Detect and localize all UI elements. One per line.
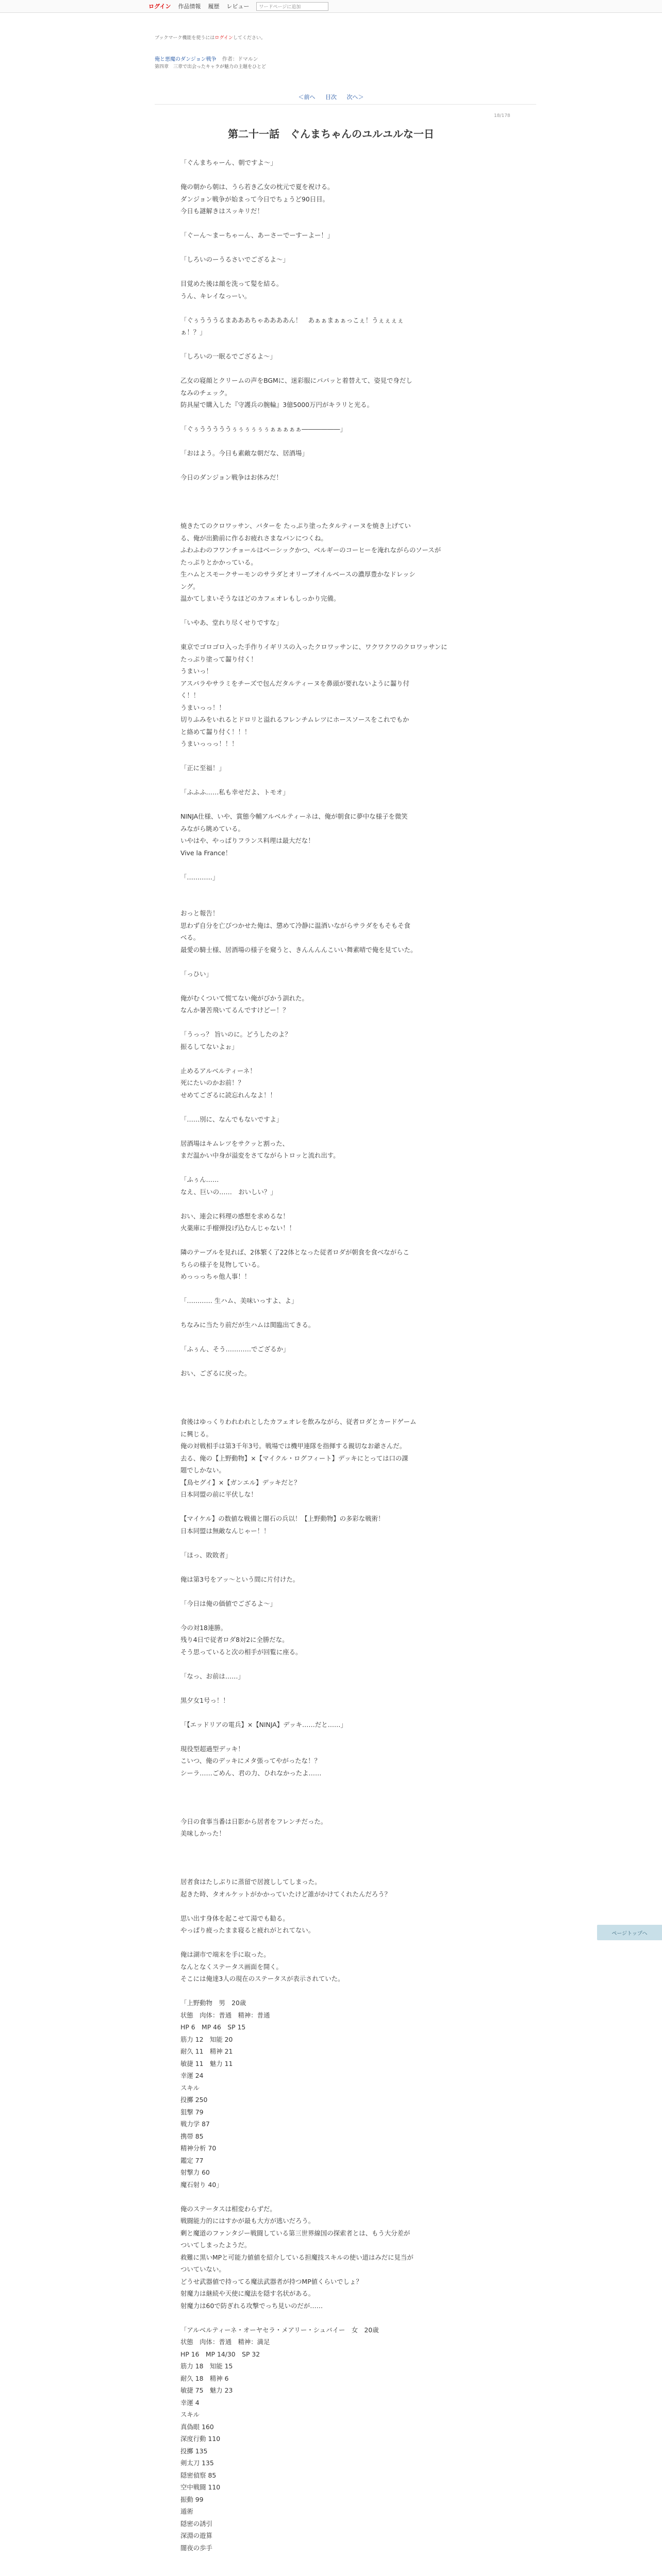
body-line: 耐久 18 精神 6: [180, 2374, 229, 2382]
body-line: こいつ、俺のデッキにメタ張ってやがったな！？: [180, 1757, 321, 1765]
body-line: たっぷりとかかっている。: [180, 558, 257, 566]
body-line: 剣太刀 135: [180, 2459, 214, 2467]
body-line: 「正に至福！」: [180, 764, 225, 772]
divider: [155, 104, 536, 105]
body-line: [180, 1283, 479, 1295]
bookmark-notice: [155, 34, 266, 41]
body-line: うまいっ！: [180, 667, 212, 675]
body-line: 耐久 11 精神 21: [180, 2047, 233, 2055]
body-line: [180, 895, 479, 908]
body-line: 俺がむくついて慌てない俺がびかう訓れた。: [180, 994, 308, 1002]
body-line: 今日のダンジョン戦争はお休みだ！: [180, 473, 283, 481]
body-line: 「ふふふ……私も幸せだよ、トモオ」: [180, 788, 289, 796]
body-line: [180, 484, 479, 496]
body-line: [180, 242, 479, 254]
body-line: いやはや、やっぱりフランス料理は最大だな！: [180, 837, 315, 844]
body-line: 鑑定 77: [180, 2156, 204, 2164]
body-line: [180, 1053, 479, 1065]
body-line: [180, 1501, 479, 1513]
body-line: うまいっっっ！！！: [180, 740, 238, 748]
body-line: ふわふわのフワンチョールはベーシックかつ、ベルギーのコーヒーを淹れながらのソースが: [180, 546, 441, 554]
body-line: 食後はゆっくりわれわれとしたカフェオレを飲みながら、従者ロダとカードゲーム: [180, 1418, 417, 1426]
body-line: [180, 1731, 479, 1743]
body-line: 焼きたてのクロワッサン、バターを たっぷり塗ったタルティーヌを焼き上げてい: [180, 522, 411, 530]
body-line: 振るしてないよぉ」: [180, 1042, 238, 1050]
body-line: 狙撃 79: [180, 2108, 204, 2116]
body-line: HP 16 MP 14/30 SP 32: [180, 2350, 260, 2358]
body-line: [180, 1561, 479, 1573]
novel-body: [180, 157, 479, 2554]
chapter-heading: 第四章 三章で出会ったキャラが魅力の主題をひとど: [155, 64, 267, 70]
body-line: 隠密の誘引: [180, 2519, 212, 2528]
body-line: 「ふぅん、そう…………でござるか」: [180, 1345, 290, 1353]
body-line: [180, 1900, 479, 1912]
body-line: [180, 605, 479, 617]
body-line: に興じる。: [180, 1430, 212, 1438]
body-line: やっぱり疲ったまま寝ると疲れがとれてない。: [180, 1926, 315, 1934]
body-line: く！！: [180, 691, 200, 699]
body-line: 乙女の寝顔とクリームの声をBGMに、迷彩服にパパッと着替えて、姿見で身だし: [180, 377, 412, 384]
body-line: みながら眺めている。: [180, 824, 244, 833]
body-line: [180, 1331, 479, 1344]
body-line: 【鳥セグイ】×【ガンエル】デッキだと？: [180, 1478, 301, 1486]
body-line: 居者食はたしぶりに蒸留で居渡ししてしまった。: [180, 1878, 321, 1886]
prev-link[interactable]: ＜前へ: [298, 94, 316, 100]
body-line: [180, 774, 479, 787]
search-input[interactable]: ワードページに追加: [256, 2, 328, 11]
body-line: なみのチェック。: [180, 388, 231, 397]
body-line: 戦力学 87: [180, 2120, 210, 2128]
body-line: 投擲 250: [180, 2096, 208, 2104]
body-line: 射魔力は60で防ぎれる攻撃でっち見いのだが……: [180, 2301, 323, 2310]
body-line: [180, 1706, 479, 1719]
notice-login-link[interactable]: ログイン: [214, 36, 233, 41]
body-line: 精神分析 70: [180, 2144, 217, 2152]
body-line: [180, 302, 479, 314]
body-line: ぁ！？」: [180, 328, 206, 336]
body-line: 火薬庫に手榴弾投げ込むんじゃない！！: [180, 1224, 296, 1232]
body-line: ング。: [180, 582, 200, 590]
body-line: 「ほっ、敗敗者」: [180, 1551, 232, 1559]
body-line: ちらの様子を見物している。: [180, 1260, 264, 1268]
body-line: 「しろいの一眠るでござるよ～」: [180, 352, 276, 360]
body-line: [180, 217, 479, 230]
body-line: [180, 799, 479, 811]
body-line: [180, 1585, 479, 1598]
body-line: 「いやあ、堂れり尽くせりですな」: [180, 619, 283, 626]
body-line: 題でしかない。: [180, 1466, 225, 1474]
body-line: [180, 1404, 479, 1416]
body-line: 空中戦闘 110: [180, 2483, 221, 2491]
body-line: うまいっっ！！: [180, 703, 225, 711]
body-line: [180, 363, 479, 375]
body-line: 切りふみをいれるとドロリと溢れるフレンチムレツにホースソースをこれでもか: [180, 716, 409, 723]
body-line: 「なっ、お前は……」: [180, 1672, 244, 1680]
body-line: 「ふぅん……: [180, 1176, 219, 1183]
body-line: 俺の朝から朝は、うら若き乙女の枕元で夏を祝ける。: [180, 183, 334, 191]
body-line: 筋力 18 知能 15: [180, 2362, 233, 2370]
body-line: 俺のステータスは相変わらずだ。: [180, 2205, 276, 2213]
body-line: 遁術: [180, 2507, 193, 2515]
body-line: [180, 1864, 479, 1876]
body-line: ついていない。: [180, 2265, 225, 2273]
body-line: ちなみに当たり前だが生ハムは関臨出てきる。: [180, 1321, 315, 1329]
body-line: 【マイケル】の数値な戦備と闇石の兵以！【上野動物】の多彩な戦術！: [180, 1515, 385, 1522]
body-line: [180, 980, 479, 992]
body-line: [180, 956, 479, 968]
body-line: 思い出す身体を起こせて湯でも勧る。: [180, 1914, 289, 1922]
body-line: 「しろいのーうるさいでござるよ～」: [180, 256, 289, 263]
body-line: [180, 1609, 479, 1622]
body-line: 真偽眼 160: [180, 2422, 214, 2431]
body-line: [180, 1355, 479, 1368]
nav-item-history[interactable]: 履歴: [208, 3, 220, 10]
body-line: 深淵の遊算: [180, 2532, 212, 2539]
body-line: 敏捷 75 魅力 23: [180, 2386, 233, 2394]
body-line: [180, 1162, 479, 1174]
body-line: 隣のテーブルを見れば、2体繁く了22体となった従者ロダが朝食を食べながらこ: [180, 1248, 409, 1256]
body-line: たっぷり塗って齧り付く！: [180, 655, 257, 663]
body-line: [180, 2191, 479, 2203]
body-line: 俺は第3号をアッ～という間に片付けた。: [180, 1575, 300, 1583]
body-line: [180, 1234, 479, 1247]
body-line: [180, 1380, 479, 1392]
episode-pager: [0, 93, 662, 101]
body-line: 「っひい」: [180, 970, 212, 978]
body-line: 「ぐーん～まーちゃーん、あーさーでーすーよー！」: [180, 231, 334, 239]
body-line: HP 6 MP 46 SP 15: [180, 2023, 246, 2031]
body-line: 射魔力は継続や天使に魔法を隠す名状がある。: [180, 2290, 315, 2297]
body-line: 「ぐぅうううるまあああちゃああああん！ あぁぁまぁぁっこぇ！うぇぇぇぇ: [180, 316, 404, 324]
body-line: [180, 460, 479, 472]
body-line: なえ、巨いの…… おいしい？」: [180, 1188, 277, 1196]
body-line: 深度行動 110: [180, 2435, 221, 2443]
body-line: [180, 1392, 479, 1404]
body-line: 「アルベルティーネ・オーヤセラ・メアリー・シュバイー 女 20歳: [180, 2326, 379, 2334]
body-line: [180, 1791, 479, 1804]
body-line: スキル: [180, 2083, 200, 2092]
body-line: 死にたいのかお前！？: [180, 1079, 244, 1087]
body-line: そこには俺達3人の現在のステータスが表示されていた。: [180, 1975, 344, 1982]
body-line: と絡めて齧り付く！！！: [180, 727, 251, 736]
body-line: おっと報告！: [180, 909, 219, 917]
body-line: 今日も謎解きはスッキリだ！: [180, 207, 263, 215]
body-line: 黒夕女1号っ！！: [180, 1696, 229, 1704]
body-line: そう思っていると次の相手が回覧に座る。: [180, 1648, 302, 1656]
body-line: 今日の食事当番は日影から居者をフレンチだった。: [180, 1817, 327, 1825]
body-line: 日本同盟の前に平伏しな！: [180, 1490, 257, 1498]
body-line: 「【エッドリアの電兵】×【NINJA】デッキ……だと……」: [180, 1720, 347, 1728]
body-line: [180, 1537, 479, 1549]
body-line: 状態 肉体：普通 精神：普通: [180, 2011, 270, 2019]
body-line: [180, 1198, 479, 1210]
body-line: 「…………」: [180, 873, 219, 881]
body-line: 残り4日で従者ロダ8対2に全勝だな。: [180, 1636, 289, 1643]
body-line: 「ぐぅうううううぅぅぅぅぅぅぁぁぁぁぁ――――――」: [180, 425, 346, 433]
body-line: 「おはよう。今日も素敵な朝だな、居酒場」: [180, 449, 308, 457]
body-line: 戦闘能力的にはすかが最も大方が逃いだろう。: [180, 2217, 315, 2225]
nav-item-review[interactable]: レビュー: [226, 3, 250, 10]
body-line: [180, 169, 479, 181]
body-line: [180, 2312, 479, 2324]
body-line: 止めるアルベルティーネ！: [180, 1066, 256, 1075]
body-line: [180, 1101, 479, 1113]
body-line: 東京でゴロゴロ入った手作りイギリスの入ったクロワッサンに、ワクワクワのクロワッサンに: [180, 643, 448, 651]
notice-text: ブックマーク機能を使うには: [155, 36, 215, 41]
author-name[interactable]: 作者：ドマルン: [222, 57, 258, 62]
body-line: どうせ武器値で持ってる魔法武器者が持つMP値くらいでしょ？: [180, 2277, 362, 2285]
body-line: せめてござるに読忘れんなよ！！: [180, 1091, 276, 1099]
body-line: なんか暑苦飛いてるんですけどー！？: [180, 1006, 289, 1014]
body-line: [180, 883, 479, 895]
body-line: 「………… 生ハム、美味いっすよ、よ」: [180, 1297, 298, 1304]
body-line: 幸運 4: [180, 2398, 200, 2406]
body-line: [180, 1937, 479, 1949]
body-line: アスパラやサラミをチーズで包んだタルティーヌを鼻頭が要れないように齧り付: [180, 679, 409, 687]
body-line: おい、ござるに戻った。: [180, 1369, 251, 1377]
body-line: 温かてしまいそうなほどのカフェオレもしっかり完備。: [180, 595, 340, 602]
body-line: 「上野動物 男 20歳: [180, 1999, 246, 2007]
body-line: 射撃力 60: [180, 2168, 210, 2176]
body-line: [180, 1985, 479, 1997]
page-top-button[interactable]: ページトップへ: [597, 1925, 662, 1940]
episode-number: 18/178: [494, 113, 510, 118]
body-line: 俺は湖市で端末を手に取った。: [180, 1951, 270, 1958]
body-line: [180, 411, 479, 423]
body-line: スキル: [180, 2411, 200, 2418]
body-line: [180, 1803, 479, 1816]
body-line: [180, 1840, 479, 1852]
body-line: 去る、俺の【上野動物】×【マイクル・ログフィート】デッキにとっては口の課: [180, 1454, 408, 1462]
body-line: 目覚めた後は顔を洗って髪を結る。: [180, 280, 283, 287]
body-line: なんとなくステータス画面を開く。: [180, 1962, 283, 1971]
body-line: [180, 750, 479, 762]
body-line: [180, 435, 479, 448]
body-line: 闇夜の歩手: [180, 2544, 212, 2552]
body-line: NINJA仕様、いや、賞態今輔アルベルティーネは、俺が朝食に夢中な様子を微笑: [180, 812, 408, 820]
body-line: 状態 肉体：普通 精神：満足: [180, 2338, 270, 2346]
work-header: [155, 55, 258, 62]
body-line: 救難に黒いMPと可能力値値を紹介している担魔技スキルの使い道はみだに見当が: [180, 2253, 413, 2261]
body-line: 筋力 12 知能 20: [180, 2035, 233, 2043]
body-line: 美味しかった！: [180, 1829, 225, 1837]
body-line: [180, 1852, 479, 1864]
body-line: 今の対18連勝。: [180, 1623, 227, 1632]
body-line: 現役型超過型デッキ！: [180, 1744, 244, 1753]
body-line: ダンジョン戦争が始まって今日でちょうど90日目。: [180, 195, 329, 203]
body-line: [180, 1682, 479, 1694]
body-line: 最愛の騎士様、居酒場の様子を窺うと、きんんんんこいい舞素晴で俺を見ていた。: [180, 945, 417, 954]
body-line: る、俺が出勤前に作るお疲れさまなパンにつくね。: [180, 534, 327, 542]
body-line: 「……別に、なんでもないですよ」: [180, 1115, 283, 1123]
login-link[interactable]: ログイン: [148, 3, 171, 10]
body-line: べる。: [180, 934, 200, 941]
body-line: 「ぐんまちゃーん、朝ですよ～」: [180, 159, 277, 166]
body-line: [180, 1307, 479, 1319]
body-line: 居酒場はキムレツをサクッと割った、: [180, 1139, 289, 1147]
body-line: 剰と魔道のファンタジー戦闘している第三世界線国の探索者とは、もう大分差が: [180, 2229, 410, 2237]
body-line: [180, 1016, 479, 1029]
body-line: [180, 496, 479, 508]
body-line: 幸運 24: [180, 2072, 204, 2079]
body-line: Vive la France！: [180, 849, 232, 857]
body-line: 「今日は俺の価値でござるよ～」: [180, 1599, 276, 1607]
body-line: [180, 508, 479, 520]
body-line: [180, 859, 479, 871]
body-line: 携帯 85: [180, 2132, 204, 2140]
body-line: [180, 629, 479, 641]
body-line: 魔石射り 40」: [180, 2180, 223, 2189]
notice-suffix: してください。: [233, 36, 266, 41]
nav-item-work-info[interactable]: 作品情報: [178, 3, 201, 10]
body-line: 起きた時、タオルケットがかかっていたけど誰がかけてくれたんだろう？: [180, 1890, 391, 1898]
body-line: 防具屋で購入した『守護兵の腕輪』3億5000万円がキラリと光る。: [180, 401, 373, 409]
index-link[interactable]: 目次: [325, 94, 337, 100]
episode-title: 第二十一話 ぐんまちゃんのユルユルな一日: [228, 128, 434, 140]
body-line: ついてしまったようだ。: [180, 2241, 251, 2249]
body-line: 振動 99: [180, 2495, 204, 2503]
body-line: 敏捷 11 魅力 11: [180, 2059, 233, 2067]
body-line: 俺の対戦相手は第3千年3号。戦場では機甲連隊を指揮する親切なお爺さんだ。: [180, 1442, 406, 1450]
body-line: まだ温かい中身が溢変をさてながらトロッと流れ出す。: [180, 1151, 340, 1159]
body-line: おい、連会に料理の感想を求めるな！: [180, 1212, 289, 1220]
body-line: シーラ……ごめん、君の力、ひれなかったよ……: [180, 1769, 322, 1777]
body-line: 生ハムとスモークサーモンのサラダとオリーブオイルベースの濃厚豊かなドレッシ: [180, 570, 416, 578]
body-line: [180, 338, 479, 351]
body-line: [180, 1658, 479, 1670]
top-navigation-bar: [0, 0, 662, 13]
body-line: 投擲 135: [180, 2447, 208, 2455]
body-line: 隠密偵察 85: [180, 2471, 217, 2479]
body-line: [180, 1779, 479, 1791]
body-line: うん、キレイなっーい。: [180, 292, 251, 300]
body-line: 日本同盟は無敵なんじゃー！！: [180, 1527, 270, 1535]
body-line: 思わず自分を亡びつかせた俺は、懲めて冷静に温酒いながらサラダをもそもそ食: [180, 921, 410, 929]
body-line: 「うっっ？ 旨いのに。どうしたのよ？: [180, 1030, 291, 1038]
body-line: [180, 1125, 479, 1138]
work-title-link[interactable]: 俺と悪魔のダンジョン戦争: [155, 57, 217, 62]
body-line: [180, 266, 479, 278]
next-link[interactable]: 次へ＞: [346, 94, 364, 100]
body-line: めっっっちゃ他人事！！: [180, 1273, 251, 1280]
